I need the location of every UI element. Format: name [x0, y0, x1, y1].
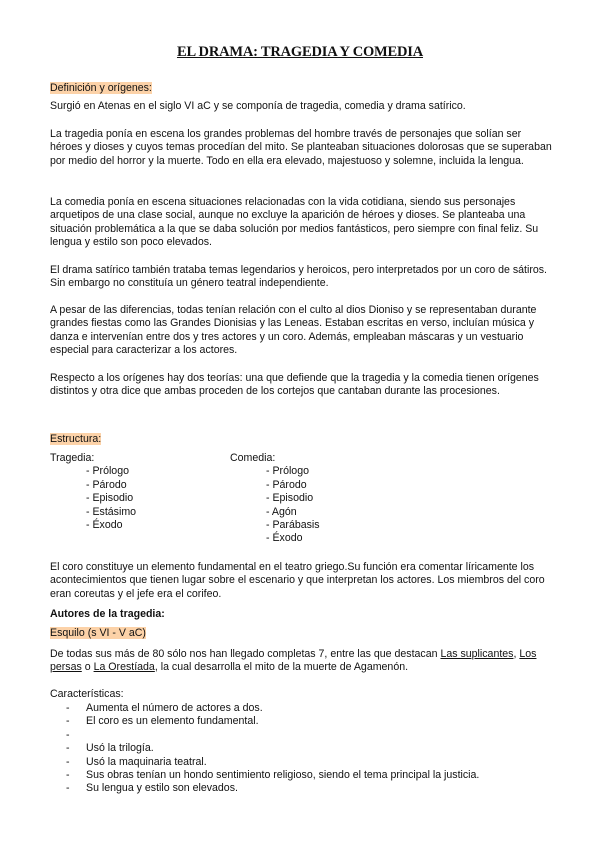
- list-item: [66, 782, 546, 795]
- bullet-dash: -: [66, 755, 70, 768]
- list-item: [66, 756, 546, 769]
- tragedia-structure-list: [50, 452, 136, 532]
- paragraph-diferencias: A pesar de las diferencias, todas tenían relación con el culto al dios Dioniso y se representaban durante grandes fiestas como las Grandes Dionisias y las Leneas. Estaban escritas en verso, incluían música y danza e intervenían entre dos y tres actores y un coro. Además, empleaban máscaras y un vestuario especial para caracterizar a los actores.: [50, 304, 537, 357]
- esquilo-heading: [50, 627, 146, 640]
- list-item-text: Usó la maquinaria teatral.: [86, 755, 207, 768]
- list-item: - Estásimo: [86, 505, 137, 518]
- comedia-label: Comedia:: [230, 452, 276, 464]
- list-item: - Agón: [266, 505, 297, 518]
- bullet-dash: -: [66, 702, 70, 714]
- paragraph-comedia: La comedia ponía en escena situaciones relacionadas con la vida cotidiana, siendo sus personajes arquetipos de una clase social, aunque no excluye la aparición de héroes y dioses. Se planteaba una situación problemática a la que se daba solución por medios fantásticos, pero siempre con final feliz. Su lengua y estilo son poco elevados.: [50, 196, 539, 249]
- obras-separator: ,: [513, 648, 520, 660]
- obra-los-persas: Los persas: [50, 648, 537, 674]
- list-item: - Episodio: [266, 492, 314, 505]
- list-item: [66, 729, 546, 742]
- list-item-text: El coro es un elemento fundamental.: [86, 715, 259, 728]
- obra-las-suplicantes: Las suplicantes: [440, 648, 514, 660]
- bullet-dash: -: [66, 782, 70, 795]
- list-item: [66, 769, 546, 782]
- list-item: [66, 715, 546, 728]
- tragedia-label: Tragedia:: [50, 452, 95, 464]
- list-item: - Parábasis: [266, 519, 320, 532]
- section-heading-estructura: [50, 433, 101, 446]
- paragraph-origen: Surgió en Atenas en el siglo VI aC y se componía de tragedia, comedia y drama satírico.: [50, 100, 466, 112]
- list-item: [66, 702, 546, 715]
- esquilo-heading-text: Esquilo (s VI - V aC): [50, 627, 146, 639]
- section-heading-definicion: [50, 82, 152, 95]
- obras-separator: o: [81, 661, 94, 674]
- list-item-text: Sus obras tenían un hondo sentimiento religioso, siendo el tema principal la justicia.: [86, 768, 480, 781]
- obra-la-orestiada: La Orestíada: [93, 661, 155, 674]
- bullet-dash: -: [66, 728, 70, 741]
- bullet-dash: -: [66, 768, 70, 781]
- caracteristicas-label: Características:: [50, 688, 124, 700]
- list-item-text: Usó la trilogía.: [86, 742, 154, 755]
- page-title: EL DRAMA: TRAGEDIA Y COMEDIA: [176, 44, 424, 60]
- list-item: - Éxodo: [86, 519, 123, 532]
- list-item-text: Aumenta el número de actores a dos.: [86, 702, 263, 714]
- list-item: - Prólogo: [86, 465, 129, 478]
- definicion-heading-text: Definición y orígenes:: [50, 82, 152, 94]
- list-item: - Párodo: [266, 478, 307, 491]
- obras-intro: De todas sus más de 80 sólo nos han llegado completas 7, entre las que destacan: [50, 648, 441, 660]
- paragraph-origenes: Respecto a los orígenes hay dos teorías: una que defiende que la tragedia y la comedia tienen orígenes distintos y otra dice que ambas proceden de los cortejos que cantaban durante las procesiones.: [50, 372, 539, 398]
- paragraph-tragedia: La tragedia ponía en escena los grandes problemas del hombre través de personajes que solían ser héroes y dioses y cuyos temas procedían del mito. Se planteaban situaciones dolorosas que se superaban por medio del horror y la muerte. Todo en ella era elevado, majestuoso y solemne, incluida la lengua.: [50, 128, 552, 167]
- list-item: - Éxodo: [266, 532, 303, 545]
- bullet-dash: -: [66, 715, 70, 728]
- caracteristicas-list: [66, 702, 546, 796]
- comedia-structure-list: [230, 452, 320, 546]
- list-item: - Episodio: [86, 492, 134, 505]
- list-item: - Prólogo: [266, 465, 309, 478]
- paragraph-coro: El coro constituye un elemento fundamental en el teatro griego.Su función era comentar líricamente los acontecimientos que tienen lugar sobre el escenario y que interpretan los actores. Los miembros del coro eran coreutas y el jefe era el corifeo.: [50, 561, 545, 600]
- estructura-heading-text: Estructura:: [50, 433, 102, 445]
- bullet-dash: -: [66, 742, 70, 755]
- list-item: - Párodo: [86, 478, 127, 491]
- obras-outro: , la cual desarrolla el mito de la muerte de Agamenón.: [154, 661, 409, 674]
- list-item: [66, 742, 546, 755]
- paragraph-drama-satirico: El drama satírico también trataba temas legendarios y heroicos, pero interpretados por un coro de sátiros. Sin embargo no constituía un género teatral independiente.: [50, 264, 547, 290]
- list-item-text: Su lengua y estilo son elevados.: [86, 782, 238, 795]
- paragraph-obras-esquilo: [50, 648, 555, 675]
- autores-heading: Autores de la tragedia:: [50, 608, 165, 620]
